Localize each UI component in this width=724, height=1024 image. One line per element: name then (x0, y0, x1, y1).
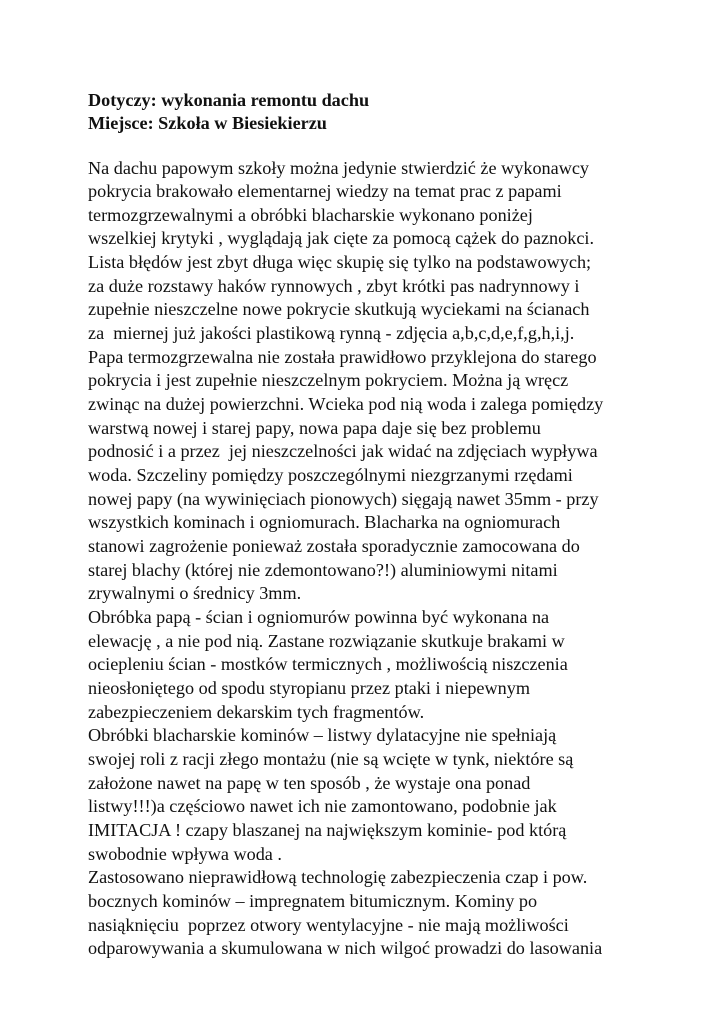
body-line: wszystkich kominach i ogniomurach. Blacharka na ogniomurach (88, 512, 561, 533)
body-line: nasiąknięciu poprzez otwory wentylacyjne - nie mają możliwości (88, 914, 569, 935)
body-line: termozgrzewalnymi a obróbki blacharskie wykonano poniżej (88, 204, 533, 225)
body-line: swojej roli z racji złego montażu (nie są wcięte w tynk, niektóre są (88, 748, 574, 769)
body-line: Na dachu papowym szkoły można jedynie stwierdzić że wykonawcy (88, 157, 589, 178)
body-line: zrywalnymi o średnicy 3mm. (88, 583, 302, 604)
body-text (88, 157, 648, 961)
body-line: stanowi zagrożenie ponieważ została sporadycznie zamocowana do (88, 536, 580, 556)
body-line: pokrycia i jest zupełnie nieszczelnym pokryciem. Można ją wręcz (88, 370, 569, 391)
body-line: za duże rozstawy haków rynnowych , zbyt krótki pas nadrynnowy i (88, 275, 580, 296)
body-line: listwy!!!)a częściowo nawet ich nie zamontowano, podobnie jak (88, 796, 557, 817)
body-line: założone nawet na papę w ten sposób , że wystaje ona ponad (88, 772, 531, 793)
body-line: nieosłoniętego od spodu styropianu przez ptaki i niepewnym (88, 677, 530, 698)
body-line: zabezpieczeniem dekarskim tych fragmentów. (88, 701, 425, 722)
body-line: ociepleniu ścian - mostków termicznych , możliwością niszczenia (88, 654, 568, 675)
body-line: zupełnie nieszczelne nowe pokrycie skutkują wyciekami na ścianach (88, 299, 590, 320)
body-line: elewację , a nie pod nią. Zastane rozwiązanie skutkuje brakami w (88, 630, 565, 651)
body-line: IMITACJA ! czapy blaszanej na największym kominie- pod którą (88, 819, 567, 840)
body-line: Papa termozgrzewalna nie została prawidłowo przyklejona do starego (88, 346, 597, 367)
subject-line: Dotyczy: wykonania remontu dachu (88, 90, 370, 110)
body-line: warstwą nowej i starej papy, nowa papa daje się bez problemu (88, 417, 541, 438)
body-line: swobodnie wpływa woda . (88, 843, 282, 864)
location-line: Miejsce: Szkoła w Biesiekierzu (88, 112, 327, 133)
body-line: woda. Szczeliny pomiędzy poszczególnymi niezgrzanymi rzędami (88, 465, 573, 486)
body-line: pokrycia brakowało elementarnej wiedzy na temat prac z papami (88, 181, 562, 202)
body-line: Zastosowano nieprawidłową technologię zabezpieczenia czap i pow. (88, 867, 588, 888)
body-line: zwinąc na dużej powierzchni. Wcieka pod nią woda i zalega pomiędzy (88, 394, 604, 415)
body-line: odparowywania a skumulowana w nich wilgoć prowadzi do lasowania (88, 938, 603, 959)
body-line: Obróbka papą - ścian i ogniomurów powinna być wykonana na (88, 606, 550, 627)
body-line: podnosić i a przez jej nieszczelności jak widać na zdjęciach wypływa (88, 441, 598, 462)
document-content (88, 89, 648, 961)
body-line: nowej papy (na wywinięciach pionowych) sięgają nawet 35mm - przy (88, 488, 599, 509)
body-line: Lista błędów jest zbyt długa więc skupię się tylko na podstawowych; (88, 252, 592, 273)
body-line: bocznych kominów – impregnatem bitumicznym. Kominy po (88, 890, 538, 911)
paragraph-gap (88, 134, 648, 157)
body-line: wszelkiej krytyki , wyglądają jak cięte za pomocą cążek do paznokci. (88, 228, 594, 249)
body-line: Obróbki blacharskie kominów – listwy dylatacyjne nie spełniają (88, 725, 557, 746)
body-line: starej blachy (której nie zdemontowano?!) aluminiowymi nitami (88, 559, 558, 580)
body-line: za miernej już jakości plastikową rynną - zdjęcia a,b,c,d,e,f,g,h,i,j. (88, 323, 575, 344)
